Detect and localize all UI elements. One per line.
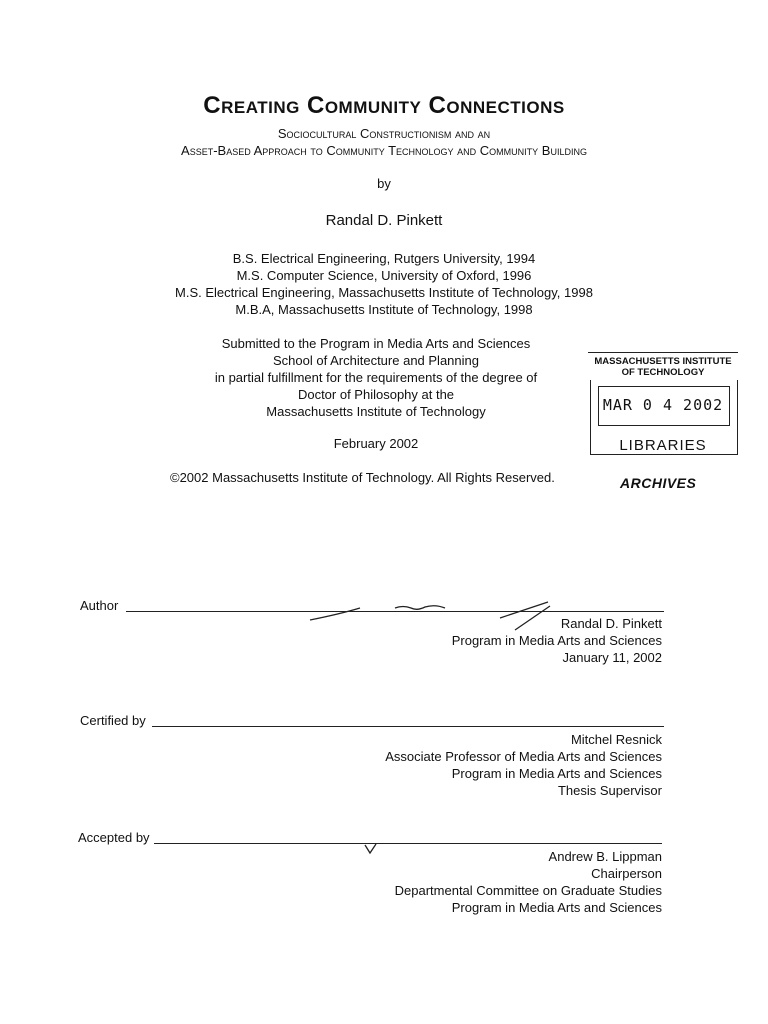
certified-detail-line: Program in Media Arts and Sciences — [451, 766, 662, 781]
submission-line: Submitted to the Program in Media Arts and Sciences — [221, 336, 531, 351]
submission-date: February 2002 — [333, 436, 419, 451]
certified-signature-line — [152, 726, 664, 727]
stamp-institution-line2: OF TECHNOLOGY — [621, 367, 705, 378]
degree-item: B.S. Electrical Engineering, Rutgers University, 1994 — [232, 251, 536, 266]
stamp-date: MAR 0 4 2002 — [602, 396, 724, 414]
degrees-list — [0, 250, 768, 318]
author-label: Author — [80, 598, 119, 613]
certified-detail-line: Mitchel Resnick — [570, 732, 662, 747]
accepted-details — [395, 848, 662, 916]
submission-line: Doctor of Philosophy at the — [297, 387, 455, 402]
author-name: Randal D. Pinkett — [325, 212, 443, 229]
certified-label: Certified by — [80, 713, 146, 728]
archives-stamp: ARCHIVES — [620, 475, 697, 491]
library-stamp — [588, 352, 738, 456]
degree-item: M.S. Computer Science, University of Oxford, 1996 — [236, 268, 532, 283]
stamp-top-rule — [588, 352, 738, 353]
degree-item: M.S. Electrical Engineering, Massachusetts Institute of Technology, 1998 — [175, 285, 593, 300]
submission-line: School of Architecture and Planning — [273, 353, 479, 368]
certified-detail-line: Thesis Supervisor — [557, 783, 662, 798]
author-detail-line: January 11, 2002 — [562, 650, 662, 665]
submission-line: Massachusetts Institute of Technology — [266, 404, 486, 419]
certified-details — [385, 731, 662, 799]
subtitle-line-2: Asset-Based Approach to Community Technology and Community Building — [181, 143, 587, 158]
degree-item: M.B.A, Massachusetts Institute of Technology, 1998 — [235, 302, 533, 317]
author-detail-line: Randal D. Pinkett — [560, 616, 662, 631]
author-details — [452, 615, 662, 666]
stamp-institution: MASSACHUSETTS INSTITUTE — [594, 356, 732, 367]
stamp-header — [588, 356, 738, 378]
accepted-signature — [362, 842, 382, 856]
accepted-detail-line: Program in Media Arts and Sciences — [451, 900, 662, 915]
submission-statement — [150, 335, 602, 420]
accepted-label: Accepted by — [78, 830, 150, 845]
copyright-notice: ©2002 Massachusetts Institute of Technology. All Rights Reserved. — [170, 470, 555, 485]
certified-detail-line: Associate Professor of Media Arts and Sciences — [385, 749, 662, 764]
accepted-detail-line: Chairperson — [591, 866, 662, 881]
by-label: by — [377, 176, 391, 191]
accepted-signature-line — [154, 843, 662, 844]
subtitle-line-1: Sociocultural Constructionism and an — [277, 126, 491, 141]
accepted-detail-line: Andrew B. Lippman — [548, 849, 662, 864]
page-title: Creating Community Connections — [203, 92, 565, 119]
author-detail-line: Program in Media Arts and Sciences — [451, 633, 662, 648]
submission-line: in partial fulfillment for the requirements of the degree of — [214, 370, 538, 385]
accepted-detail-line: Departmental Committee on Graduate Studies — [394, 883, 662, 898]
stamp-libraries: LIBRARIES — [619, 437, 707, 454]
